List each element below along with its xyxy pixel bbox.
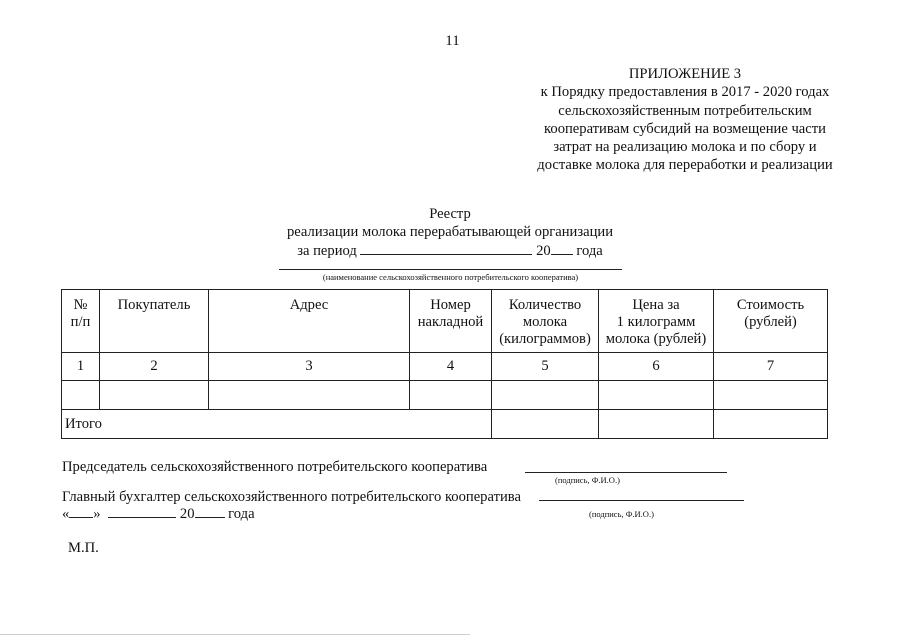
table-cell — [62, 381, 100, 410]
chairman-signature-line — [525, 472, 727, 473]
table-row-numbers — [62, 353, 828, 381]
header-cell-buyer: Покупатель — [100, 290, 209, 353]
date-close-quote: » — [93, 506, 101, 522]
header-cell-invoice: Номер накладной — [410, 290, 492, 353]
header-cell-price: Цена за 1 килограмм молока (рублей) — [599, 290, 714, 353]
accountant-signature-caption: (подпись, Ф.И.О.) — [589, 509, 654, 519]
header-cell-address: Адрес — [209, 290, 410, 353]
header-cell-cost: Стоимость (рублей) — [714, 290, 828, 353]
column-number: 6 — [599, 353, 714, 381]
page-number: 11 — [445, 33, 460, 49]
stamp-label: М.П. — [68, 540, 99, 556]
table-cell — [599, 381, 714, 410]
date-month-blank — [108, 505, 176, 518]
table-cell — [714, 381, 828, 410]
date-year-prefix: 20 — [179, 506, 195, 522]
date-open-quote: « — [62, 506, 70, 522]
appendix-line: сельскохозяйственным потребительским — [558, 102, 812, 119]
appendix-header — [520, 65, 850, 175]
accountant-signature-line — [539, 500, 744, 501]
date-day-blank — [69, 505, 93, 518]
column-number: 1 — [62, 353, 100, 381]
table-cell — [100, 381, 209, 410]
header-cell-quantity: Количество молока (килограммов) — [492, 290, 599, 353]
column-number: 4 — [410, 353, 492, 381]
coop-name-line — [279, 269, 622, 270]
date-line — [62, 505, 255, 523]
period-year-blank — [551, 242, 573, 255]
period-prefix: за период — [297, 242, 357, 259]
registry-period — [180, 242, 720, 260]
period-blank — [360, 242, 532, 255]
coop-name-caption: (наименование сельскохозяйственного потребительского кооператива) — [322, 272, 579, 282]
table-row-empty — [62, 381, 828, 410]
scan-edge-line — [0, 634, 470, 635]
accountant-label: Главный бухгалтер сельскохозяйственного потребительского кооператива — [62, 489, 521, 505]
period-year-prefix: 20 — [536, 242, 551, 259]
table-cell — [714, 410, 828, 439]
column-number: 2 — [100, 353, 209, 381]
chairman-label: Председатель сельскохозяйственного потребительского кооператива — [62, 459, 488, 475]
header-cell-number: № п/п — [62, 290, 100, 353]
appendix-title: ПРИЛОЖЕНИЕ 3 — [628, 66, 742, 82]
registry-heading — [180, 205, 720, 260]
period-suffix: года — [576, 242, 603, 259]
table-header-row — [62, 290, 828, 353]
appendix-line: к Порядку предоставления в 2017 - 2020 годах — [540, 84, 830, 101]
column-number: 7 — [714, 353, 828, 381]
appendix-line: доставке молока для переработки и реализации — [537, 157, 833, 174]
date-suffix: года — [228, 506, 255, 522]
column-number: 5 — [492, 353, 599, 381]
date-year-blank — [195, 505, 225, 518]
chairman-signature-caption: (подпись, Ф.И.О.) — [555, 475, 620, 485]
table-row-total — [62, 410, 828, 439]
registry-subtitle: реализации молока перерабатывающей организации — [286, 224, 614, 241]
registry-title: Реестр — [429, 206, 471, 222]
column-number: 3 — [209, 353, 410, 381]
table-cell — [410, 381, 492, 410]
table-cell — [492, 381, 599, 410]
total-label: Итого — [62, 410, 492, 439]
table-cell — [599, 410, 714, 439]
registry-table — [61, 289, 828, 439]
appendix-line: кооперативам субсидий на возмещение части — [544, 120, 826, 137]
appendix-line: затрат на реализацию молока и по сбору и — [553, 139, 817, 156]
table-cell — [492, 410, 599, 439]
table-cell — [209, 381, 410, 410]
